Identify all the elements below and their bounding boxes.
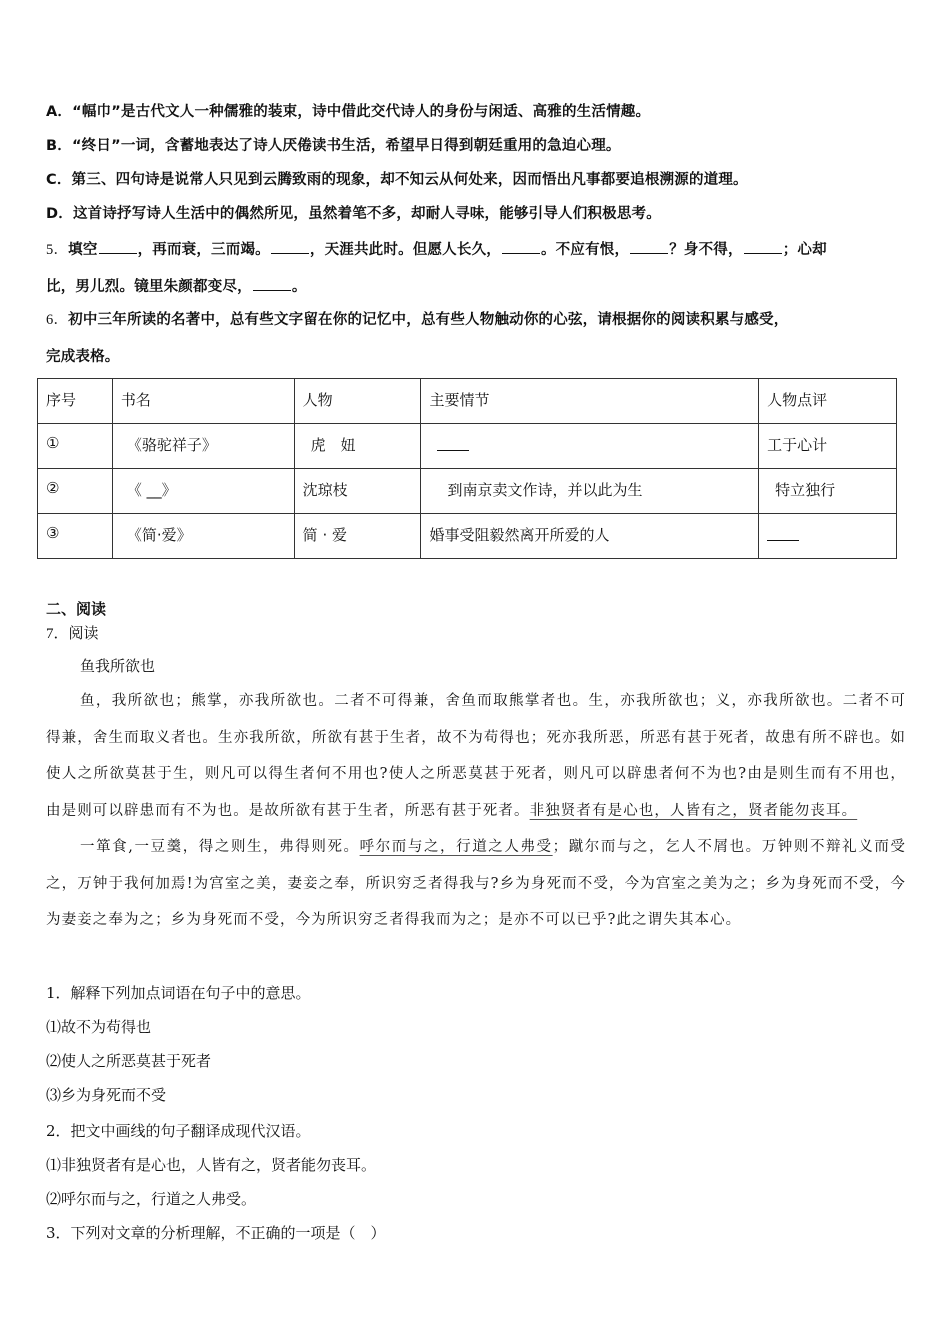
option-c bbox=[46, 170, 748, 190]
cell-plot: 婚事受阻毅然离开所爱的人 bbox=[421, 514, 759, 559]
book-table bbox=[37, 378, 897, 559]
classical-passage bbox=[46, 683, 906, 939]
q5-text: 。不应有恨， bbox=[540, 242, 630, 258]
question-number: 7． bbox=[46, 626, 69, 642]
q5-text: 。 bbox=[291, 279, 307, 295]
fill-blank[interactable] bbox=[502, 239, 540, 254]
sub-question-2-item: ⑴非独贤者有是心也，人皆有之，贤者能勿丧耳。 bbox=[46, 1156, 377, 1174]
fill-blank[interactable] bbox=[99, 239, 137, 254]
underlined-sentence: 非独贤者有是心也，人皆有之，贤者能勿丧耳。 bbox=[529, 802, 858, 819]
passage-title: 鱼我所欲也 bbox=[80, 657, 156, 675]
q5-text: ？身不得， bbox=[669, 242, 743, 258]
passage-text: ；蹴尔而与之，乞人不屑也。万钟则不辩礼义而受之，万钟于我何加焉!为宫室之美，妻妾之奉，所识穷乏者得我与?乡为身死而不受，今为宫室之美为之；乡为身死而不受，今为妻妾之奉为之；乡为身死而不受，今为所识穷乏者得我而为之；是亦不可以已乎?此之谓失其本心。 bbox=[46, 839, 906, 928]
question-6-line2 bbox=[46, 347, 120, 367]
q7-label: 阅读 bbox=[68, 624, 99, 642]
fill-blank[interactable] bbox=[253, 276, 291, 291]
option-text: “幅巾”是古代文人一种儒雅的装束，诗中借此交代诗人的身份与闲适、高雅的生活情趣。 bbox=[72, 104, 651, 120]
option-letter: B． bbox=[46, 138, 72, 154]
cell-person: 沈琼枝 bbox=[294, 469, 421, 514]
sub-question-1: 1．解释下列加点词语在句子中的意思。 bbox=[46, 984, 311, 1002]
passage-paragraph-2 bbox=[46, 829, 906, 939]
option-d bbox=[46, 204, 661, 224]
cell-person: 简 · 爱 bbox=[294, 514, 421, 559]
sub-question-2-item: ⑵呼尔而与之，行道之人弗受。 bbox=[46, 1190, 257, 1208]
cell-plot[interactable] bbox=[421, 424, 759, 469]
q5-text: ；心却 bbox=[782, 242, 827, 258]
header-book: 书名 bbox=[112, 379, 294, 424]
fill-blank[interactable] bbox=[767, 524, 799, 541]
q5-text: 比，男儿烈。镜里朱颜都变尽， bbox=[46, 279, 252, 295]
q5-text: 填空 bbox=[68, 242, 98, 258]
passage-text: 鱼，我所欲也；熊掌，亦我所欲也。二者不可得兼，舍鱼而取熊掌者也。生，亦我所欲也；义，亦我所欲也。二者不可得兼，舍生而取义者也。生亦我所欲，所欲有甚于生者，故不为苟得也；死亦我所恶，所恶有甚于死者，故患有所不辟也。如使人之所欲莫甚于生，则凡可以得生者何不用也?使人之所恶莫甚于死者，则凡可以辟患者何不为也?由是则生而有不用也，由是则可以辟患而有不为也。是故所欲有甚于生者，所恶有甚于死者。 bbox=[46, 693, 906, 819]
table-header-row bbox=[38, 379, 897, 424]
cell-index: ② bbox=[38, 469, 113, 514]
option-text: 第三、四句诗是说常人只见到云腾致雨的现象，却不知云从何处来，因而悟出凡事都要追根溯源的道理。 bbox=[71, 172, 748, 188]
cell-book: 《简·爱》 bbox=[112, 514, 294, 559]
table-row bbox=[38, 469, 897, 514]
fill-blank[interactable] bbox=[630, 239, 668, 254]
option-b bbox=[46, 136, 621, 156]
passage-text: 一箪食,一豆羹，得之则生，弗得则死。 bbox=[80, 839, 360, 855]
cell-comment: 工于心计 bbox=[759, 424, 897, 469]
question-number: 6． bbox=[46, 312, 69, 328]
option-letter: D． bbox=[46, 206, 73, 222]
fill-blank[interactable] bbox=[744, 239, 782, 254]
section-title: 二、阅读 bbox=[46, 600, 107, 618]
option-letter: C． bbox=[46, 172, 72, 188]
q5-text: ，再而衰，三而竭。 bbox=[137, 242, 270, 258]
q6-text: 完成表格。 bbox=[46, 349, 120, 365]
fill-blank[interactable] bbox=[437, 434, 469, 451]
fill-blank[interactable] bbox=[271, 239, 309, 254]
option-letter: A． bbox=[46, 104, 73, 120]
header-comment: 人物点评 bbox=[759, 379, 897, 424]
cell-index: ① bbox=[38, 424, 113, 469]
cell-book[interactable]: 《 __》 bbox=[112, 469, 294, 514]
cell-comment: 特立独行 bbox=[759, 469, 897, 514]
underlined-sentence: 呼尔而与之，行道之人弗受 bbox=[359, 839, 553, 855]
question-5-line1 bbox=[46, 239, 827, 260]
cell-book: 《骆驼祥子》 bbox=[112, 424, 294, 469]
sub-question-2: 2．把文中画线的句子翻译成现代汉语。 bbox=[46, 1122, 311, 1140]
cell-comment[interactable] bbox=[759, 514, 897, 559]
option-text: “终日”一词，含蓄地表达了诗人厌倦读书生活，希望早日得到朝廷重用的急迫心理。 bbox=[71, 138, 621, 154]
header-plot: 主要情节 bbox=[421, 379, 759, 424]
table-row bbox=[38, 514, 897, 559]
cell-plot: 到南京卖文作诗，并以此为生 bbox=[421, 469, 759, 514]
table-row bbox=[38, 424, 897, 469]
question-7 bbox=[46, 622, 99, 643]
cell-person: 虎 妞 bbox=[294, 424, 421, 469]
q5-text: ，天涯共此时。但愿人长久， bbox=[309, 242, 501, 258]
question-6-line1 bbox=[46, 310, 788, 330]
q6-text: 初中三年所读的名著中，总有些文字留在你的记忆中，总有些人物触动你的心弦，请根据你的阅读积累与感受， bbox=[68, 312, 789, 328]
header-index: 序号 bbox=[38, 379, 113, 424]
header-person: 人物 bbox=[294, 379, 421, 424]
sub-question-3: 3．下列对文章的分析理解，不正确的一项是（ ） bbox=[46, 1224, 386, 1242]
option-a bbox=[46, 102, 650, 122]
sub-question-1-item: ⑵使人之所恶莫甚于死者 bbox=[46, 1052, 212, 1070]
question-number: 5． bbox=[46, 242, 69, 258]
sub-question-1-item: ⑶乡为身死而不受 bbox=[46, 1086, 167, 1104]
passage-paragraph-1 bbox=[46, 683, 906, 829]
cell-index: ③ bbox=[38, 514, 113, 559]
question-5-line2 bbox=[46, 276, 307, 297]
option-text: 这首诗抒写诗人生活中的偶然所见，虽然着笔不多，却耐人寻味，能够引导人们积极思考。 bbox=[72, 206, 661, 222]
sub-question-1-item: ⑴故不为苟得也 bbox=[46, 1018, 152, 1036]
